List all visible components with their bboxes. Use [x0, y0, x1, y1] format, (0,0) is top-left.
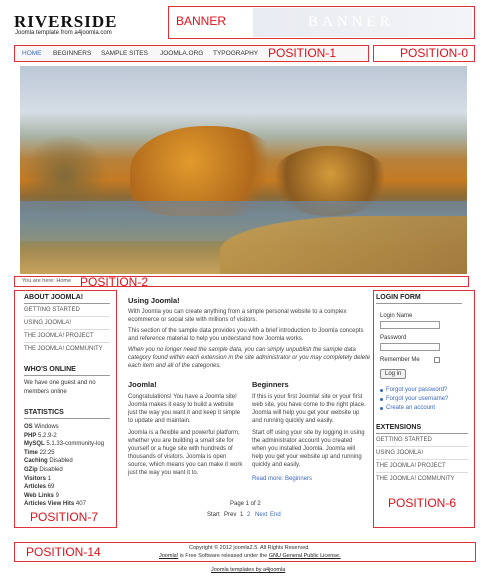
license-text: is Free Software released under the: [179, 553, 268, 559]
stat-value: Disabled: [39, 467, 63, 473]
position-2-label: POSITION-2: [80, 275, 149, 289]
stat-row: [24, 458, 73, 464]
menu-item-joomla-org[interactable]: JOOMLA.ORG: [160, 50, 204, 57]
online-text: We have one guest and no: [24, 380, 96, 386]
module-underline: [24, 418, 110, 419]
stat-value: 22:25: [39, 449, 55, 456]
position-0-label: POSITION-0: [400, 46, 469, 60]
stat-row: [24, 501, 86, 507]
position-14-label: POSITION-14: [26, 545, 101, 559]
joomla-link[interactable]: Joomla!: [159, 553, 179, 559]
page-counter: Page 1 of 2: [230, 501, 261, 507]
stat-key: PHP: [24, 432, 37, 439]
module-underline: [376, 303, 462, 304]
stat-row: [24, 476, 51, 482]
stat-key: Visitors: [24, 475, 46, 482]
stat-key: MySQL: [24, 441, 45, 448]
pager-next[interactable]: Next: [255, 512, 268, 518]
about-joomla-title: ABOUT JOOMLA!: [24, 294, 84, 301]
article-line: the administrator account you created: [252, 438, 353, 444]
module-underline: [24, 375, 110, 376]
footer-copyright: Copyright © 2012 joomla2.5. All Rights Reserved.: [189, 545, 310, 551]
bullet-icon: [380, 398, 383, 401]
stat-key: Articles: [24, 484, 47, 491]
statistics-title: STATISTICS: [24, 409, 64, 416]
stat-value: 5.1.33-community-log: [46, 441, 105, 448]
login-form-title: LOGIN FORM: [376, 294, 421, 301]
banner-image-text: BANNER: [308, 14, 394, 30]
remember-me-checkbox[interactable]: [434, 357, 440, 363]
separator: [376, 446, 468, 447]
stat-row: [24, 441, 104, 447]
article-title[interactable]: Using Joomla!: [128, 296, 180, 305]
stat-value: 1: [47, 475, 51, 482]
article-line: when you installed Joomla. Joomla will: [252, 446, 356, 452]
password-label: Password: [380, 335, 407, 341]
stat-row: [24, 424, 59, 430]
menu-item-typography[interactable]: TYPOGRAPHY: [213, 50, 259, 57]
stat-row: [24, 433, 57, 439]
menu-item-home[interactable]: HOME: [22, 50, 42, 57]
article-intro-line: With Joomla you can create anything from a simple personal website to a complex: [128, 309, 347, 315]
separator: [24, 329, 110, 330]
whos-online-title: WHO'S ONLINE: [24, 366, 76, 373]
stat-key: Articles View Hits: [24, 501, 75, 508]
footer-credit[interactable]: [211, 567, 285, 573]
stat-row: [24, 484, 54, 490]
site-logo[interactable]: RIVERSIDE: [14, 12, 118, 31]
username-label: Login Name: [380, 313, 413, 319]
bullet-icon: [380, 389, 383, 392]
joomla-article-title[interactable]: Joomla!: [128, 380, 157, 389]
breadcrumb: You are here: Home: [22, 278, 72, 284]
hero-image: [20, 66, 467, 274]
article-line: help you get your website up and running: [252, 454, 362, 460]
stat-key: Time: [24, 449, 38, 456]
article-line: web site, you have come to the right place.: [252, 402, 366, 408]
banner-label: BANNER: [176, 14, 227, 28]
menu-item-sample-sites[interactable]: SAMPLE SITES: [101, 50, 148, 57]
pager-start[interactable]: Start: [207, 512, 220, 518]
banner-image[interactable]: [253, 8, 472, 37]
article-line: just the way you want it to.: [128, 470, 199, 476]
footer-license: [159, 553, 341, 559]
stat-value: Disabled: [49, 458, 73, 465]
module-underline: [376, 433, 468, 434]
separator: [376, 459, 468, 460]
bullet-icon: [380, 407, 383, 410]
separator: [376, 472, 468, 473]
password-input[interactable]: [380, 343, 440, 351]
separator: [24, 316, 110, 317]
article-line: If this is your first Joomla! site or your first: [252, 394, 363, 400]
menu-item-beginners[interactable]: BEGINNERS: [53, 50, 92, 57]
stat-key: OS: [24, 424, 33, 430]
stat-row: [24, 450, 55, 456]
pager-prev[interactable]: Prev: [224, 512, 237, 518]
position-7-label: POSITION-7: [30, 510, 99, 524]
extensions-title: EXTENSIONS: [376, 424, 422, 431]
pager-end[interactable]: End: [270, 512, 281, 518]
side-link-joomla-project[interactable]: THE JOOMLA! PROJECT: [24, 333, 94, 339]
article-line: quickly and easily.: [252, 462, 301, 468]
create-account-link[interactable]: Create an account: [386, 405, 436, 411]
remember-me-label: Remember Me: [380, 357, 420, 363]
article-line: Joomla is a flexible and powerful platform,: [128, 430, 240, 436]
login-button[interactable]: Log in: [380, 369, 406, 379]
stat-key: Caching: [24, 458, 48, 465]
article-line: Joomla makes it easy to build a website: [128, 402, 234, 408]
article-line: and running quickly and easily.: [252, 418, 334, 424]
position-1-label: POSITION-1: [268, 46, 337, 60]
article-intro-line: When you no longer need the sample data, you can simply unpublish the sample data: [128, 347, 356, 353]
stat-key: Web Links: [24, 492, 54, 499]
article-intro-line: category found within each extension in the site administrator or you may completely delete: [128, 355, 371, 361]
stat-value: Windows: [34, 424, 59, 430]
ext-link-getting-started[interactable]: GETTING STARTED: [376, 437, 432, 443]
side-link-getting-started[interactable]: GETTING STARTED: [24, 307, 80, 313]
forgot-username-link[interactable]: Forgot your username?: [386, 396, 449, 402]
article-intro-line: ecommerce or social site with millions of visitors.: [128, 317, 258, 323]
gpl-link[interactable]: GNU General Public License.: [268, 553, 341, 559]
pager-page-2[interactable]: 2: [247, 512, 251, 518]
article-line: whether you are building a small site for: [128, 438, 234, 444]
ext-link-using-joomla[interactable]: USING JOOMLA!: [376, 450, 424, 456]
credit-link[interactable]: Joomla templates by a4joomla: [211, 567, 286, 573]
stat-row: [24, 493, 59, 499]
separator: [24, 342, 110, 343]
article-line: Congratulations! You have a Joomla site!: [128, 394, 237, 400]
stat-row: [24, 467, 63, 473]
ext-link-joomla-project[interactable]: THE JOOMLA! PROJECT: [376, 463, 446, 469]
article-line: thousands of visitors. Joomla is open: [128, 454, 227, 460]
stat-key: GZip: [24, 467, 38, 473]
article-line: Joomla will help you get your website up: [252, 410, 360, 416]
beginners-article-title[interactable]: Beginners: [252, 380, 289, 389]
stat-value: 407: [75, 501, 86, 508]
module-underline: [24, 303, 110, 304]
article-line: to update and maintain.: [128, 418, 191, 424]
pager-page-1: 1: [240, 512, 244, 518]
side-link-using-joomla[interactable]: USING JOOMLA!: [24, 320, 72, 326]
article-line: Start off using your site by logging in using: [252, 430, 365, 436]
article-line: just the way you want it and keep it simple: [128, 410, 241, 416]
stat-value: 5.2.9-2: [38, 432, 57, 439]
stat-value: 9: [55, 492, 59, 499]
forgot-password-link[interactable]: Forgot your password?: [386, 387, 448, 393]
ext-link-joomla-community[interactable]: THE JOOMLA! COMMUNITY: [376, 476, 455, 482]
position-6-label: POSITION-6: [388, 496, 457, 510]
online-text: members online: [24, 389, 67, 395]
stat-value: 69: [47, 484, 55, 491]
site-tagline: Joomla template from a4joomla.com: [15, 30, 112, 36]
side-link-joomla-community[interactable]: THE JOOMLA! COMMUNITY: [24, 346, 103, 352]
read-more-link[interactable]: Read more: Beginners: [252, 476, 313, 482]
article-line: source, which means you can make it work: [128, 462, 243, 468]
article-line: yourself or a huge site with hundreds of: [128, 446, 233, 452]
username-input[interactable]: [380, 321, 440, 329]
article-intro-line: and reference material to help you understand how Joomla works.: [128, 336, 304, 342]
article-intro-line: each item and all of the categories.: [128, 363, 222, 369]
article-intro-line: This section of the sample data provides you with a brief introduction to Joomla concepts: [128, 328, 364, 334]
